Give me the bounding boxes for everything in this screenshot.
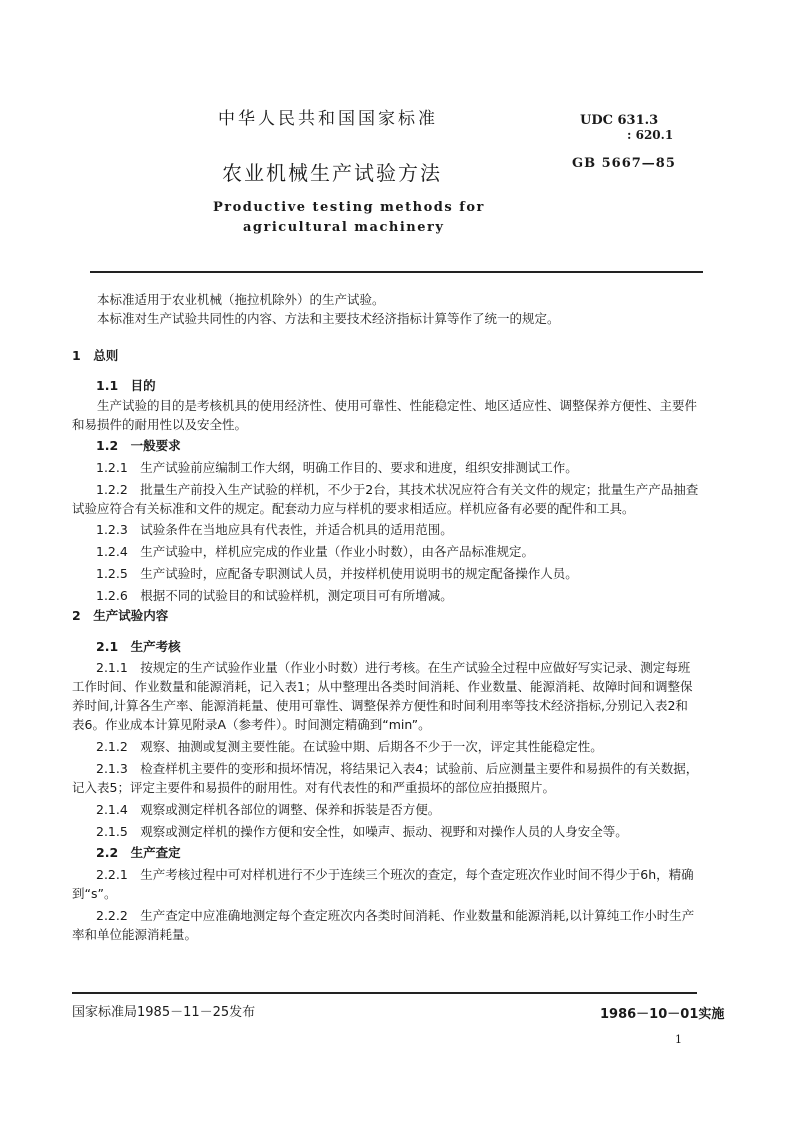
section-2-body bbox=[72, 637, 700, 944]
subsection-heading: 2.1 生产考核 bbox=[96, 639, 181, 654]
section-1 bbox=[72, 346, 700, 365]
clause: 1.2.1 生产试验前应编制工作大纲，明确工作目的、要求和进度，组织安排测试工作。 bbox=[96, 460, 578, 475]
intro-paragraph: 本标准适用于农业机械（拖拉机除外）的生产试验。 bbox=[97, 292, 385, 307]
document-title-en-line2: agricultural machinery bbox=[243, 220, 445, 235]
section-heading: 2 生产试验内容 bbox=[72, 608, 169, 623]
document-title-en-line1: Productive testing methods for bbox=[213, 200, 485, 215]
intro-paragraph: 本标准对生产试验共同性的内容、方法和主要技术经济指标计算等作了统一的规定。 bbox=[97, 311, 560, 326]
udc-code: UDC 631.3 bbox=[580, 113, 659, 128]
effective-date: 1986－10－01实施 bbox=[600, 1007, 725, 1022]
clause: 2.1.1 按规定的生产试验作业量（作业小时数）进行考核。在生产试验全过程中应做好写实记录、测定每班工作时间、作业数量和能源消耗，记入表1；从中整理出各类时间消耗、作业数量、能源消耗、故障时间和调整保养时间,计算各生产率、能源消耗量、使用可靠性、调整保养方便性和时间利用率等技术经济指标,分别记入表2和表6。作业成本计算见附录A（参考件）。时间测定精确到“min”。 bbox=[72, 660, 693, 732]
clause: 2.1.4 观察或测定样机各部位的调整、保养和拆装是否方便。 bbox=[96, 802, 441, 817]
clause: 1.2.4 生产试验中，样机应完成的作业量（作业小时数），由各产品标准规定。 bbox=[96, 544, 535, 559]
clause: 1.2.6 根据不同的试验目的和试验样机，测定项目可有所增减。 bbox=[96, 588, 453, 603]
clause: 2.2.2 生产查定中应准确地测定每个查定班次内各类时间消耗、作业数量和能源消耗,以计算纯工作小时生产率和单位能源消耗量。 bbox=[72, 908, 695, 942]
clause: 2.1.3 检查样机主要件的变形和损坏情况，将结果记入表4；试验前、后应测量主要件和易损件的有关数据，记入表5；评定主要件和易损件的耐用性。对有代表性的和严重损坏的部位应拍摄照片。 bbox=[72, 761, 699, 795]
clause: 2.2.1 生产考核过程中可对样机进行不少于连续三个班次的查定，每个查定班次作业时间不得少于6h，精确到“s”。 bbox=[72, 867, 694, 901]
issue-date: 国家标准局1985－11－25发布 bbox=[72, 1005, 256, 1020]
subsection-heading: 1.1 目的 bbox=[96, 378, 156, 393]
clause: 1.2.5 生产试验时，应配备专职测试人员，并按样机使用说明书的规定配备操作人员。 bbox=[96, 566, 578, 581]
issuing-organization: 中华人民共和国国家标准 bbox=[218, 109, 438, 129]
document-title-cn: 农业机械生产试验方法 bbox=[222, 161, 442, 185]
footer-divider bbox=[72, 992, 697, 994]
clause: 1.2.2 批量生产前投入生产试验的样机，不少于2台，其技术状况应符合有关文件的规定；批量生产产品抽查试验应符合有关标准和文件的规定。配套动力应与样机的要求相适应。样机应备有必要的配件和工具。 bbox=[72, 482, 699, 516]
subsection-heading: 2.2 生产查定 bbox=[96, 845, 181, 860]
section-1-body bbox=[72, 376, 700, 605]
subsection-heading: 1.2 一般要求 bbox=[96, 438, 181, 453]
header-divider bbox=[90, 271, 703, 273]
clause: 2.1.2 观察、抽测或复测主要性能。在试验中期、后期各不少于一次，评定其性能稳定性。 bbox=[96, 739, 603, 754]
paragraph: 生产试验的目的是考核机具的使用经济性、使用可靠性、性能稳定性、地区适应性、调整保养方便性、主要件和易损件的耐用性以及安全性。 bbox=[72, 398, 698, 432]
document-body bbox=[72, 290, 700, 328]
page-number: 1 bbox=[675, 1033, 682, 1046]
gb-standard-number: GB 5667—85 bbox=[572, 156, 676, 171]
clause: 2.1.5 观察或测定样机的操作方便和安全性，如噪声、振动、视野和对操作人员的人身安全等。 bbox=[96, 824, 628, 839]
clause: 1.2.3 试验条件在当地应具有代表性，并适合机具的适用范围。 bbox=[96, 522, 453, 537]
udc-code-sub: : 620.1 bbox=[627, 128, 674, 142]
section-2 bbox=[72, 606, 700, 625]
section-heading: 1 总则 bbox=[72, 348, 119, 363]
